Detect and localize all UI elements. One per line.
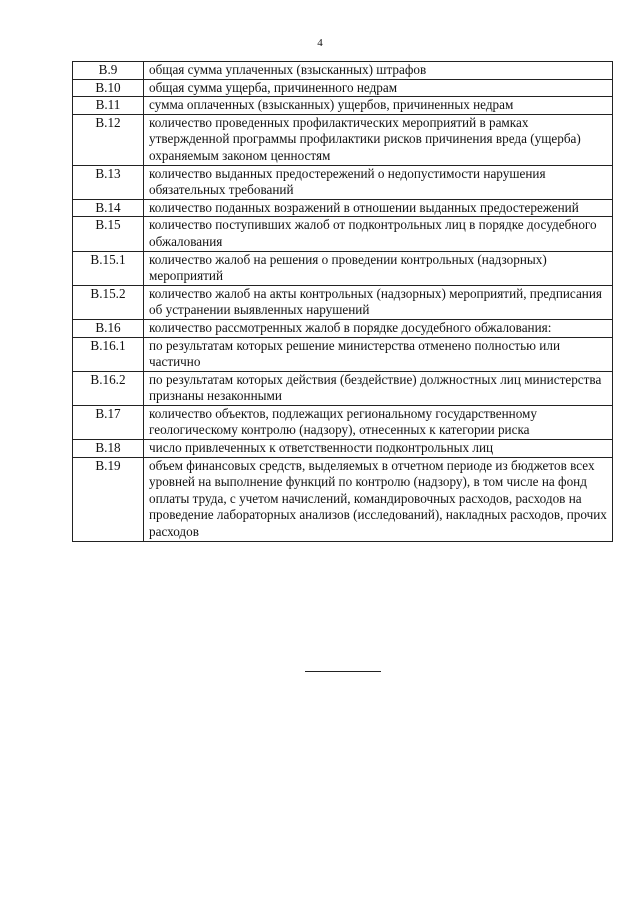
indicator-code: В.11 xyxy=(73,97,144,115)
table-row xyxy=(73,165,613,199)
table-row xyxy=(73,440,613,458)
table-row xyxy=(73,79,613,97)
indicator-description: по результатам которых действия (бездействие) должностных лиц министерства признаны незаконными xyxy=(144,371,613,405)
indicator-code: В.12 xyxy=(73,114,144,165)
table-row xyxy=(73,371,613,405)
indicator-description: количество рассмотренных жалоб в порядке досудебного обжалования: xyxy=(144,319,613,337)
indicator-code: В.15.1 xyxy=(73,251,144,285)
indicator-code: В.19 xyxy=(73,457,144,541)
indicator-description: объем финансовых средств, выделяемых в отчетном периоде из бюджетов всех уровней на выполнение функций по контролю (надзору), в том числе на фонд оплаты труда, с учетом начислений, командировочных расходов, расходов на проведение лабораторных анализов (исследований), накладных расходов, прочих расходов xyxy=(144,457,613,541)
table-row xyxy=(73,97,613,115)
indicator-code: В.17 xyxy=(73,405,144,439)
indicator-description: количество поступивших жалоб от подконтрольных лиц в порядке досудебного обжалования xyxy=(144,217,613,251)
end-of-document-rule xyxy=(305,671,381,672)
indicator-code: В.15.2 xyxy=(73,285,144,319)
indicator-code: В.10 xyxy=(73,79,144,97)
indicator-description: количество жалоб на акты контрольных (надзорных) мероприятий, предписания об устранении выявленных нарушений xyxy=(144,285,613,319)
indicator-description: по результатам которых решение министерства отменено полностью или частично xyxy=(144,337,613,371)
indicator-description: общая сумма уплаченных (взысканных) штрафов xyxy=(144,62,613,80)
indicator-code: В.16.2 xyxy=(73,371,144,405)
table-row xyxy=(73,114,613,165)
table-row xyxy=(73,457,613,541)
indicator-code: В.16 xyxy=(73,319,144,337)
indicator-description: количество жалоб на решения о проведении контрольных (надзорных) мероприятий xyxy=(144,251,613,285)
indicator-description: количество выданных предостережений о недопустимости нарушения обязательных требований xyxy=(144,165,613,199)
table-row xyxy=(73,285,613,319)
table-row xyxy=(73,199,613,217)
indicators-table xyxy=(72,61,613,542)
indicator-description: общая сумма ущерба, причиненного недрам xyxy=(144,79,613,97)
indicator-description: количество объектов, подлежащих региональному государственному геологическому контролю (надзору), отнесенных к категории риска xyxy=(144,405,613,439)
indicator-code: В.18 xyxy=(73,440,144,458)
indicator-code: В.9 xyxy=(73,62,144,80)
indicator-code: В.15 xyxy=(73,217,144,251)
indicator-description: число привлеченных к ответственности подконтрольных лиц xyxy=(144,440,613,458)
indicator-description: количество проведенных профилактических мероприятий в рамках утвержденной программы профилактики рисков причинения вреда (ущерба) охраняемым законом ценностям xyxy=(144,114,613,165)
indicator-description: количество поданных возражений в отношении выданных предостережений xyxy=(144,199,613,217)
table-row xyxy=(73,251,613,285)
table-row xyxy=(73,405,613,439)
indicator-code: В.13 xyxy=(73,165,144,199)
page-number: 4 xyxy=(317,37,323,49)
indicators-table-body xyxy=(73,62,613,542)
table-row xyxy=(73,62,613,80)
table-row xyxy=(73,337,613,371)
indicator-code: В.16.1 xyxy=(73,337,144,371)
table-row xyxy=(73,319,613,337)
indicator-description: сумма оплаченных (взысканных) ущербов, причиненных недрам xyxy=(144,97,613,115)
indicator-code: В.14 xyxy=(73,199,144,217)
table-row xyxy=(73,217,613,251)
